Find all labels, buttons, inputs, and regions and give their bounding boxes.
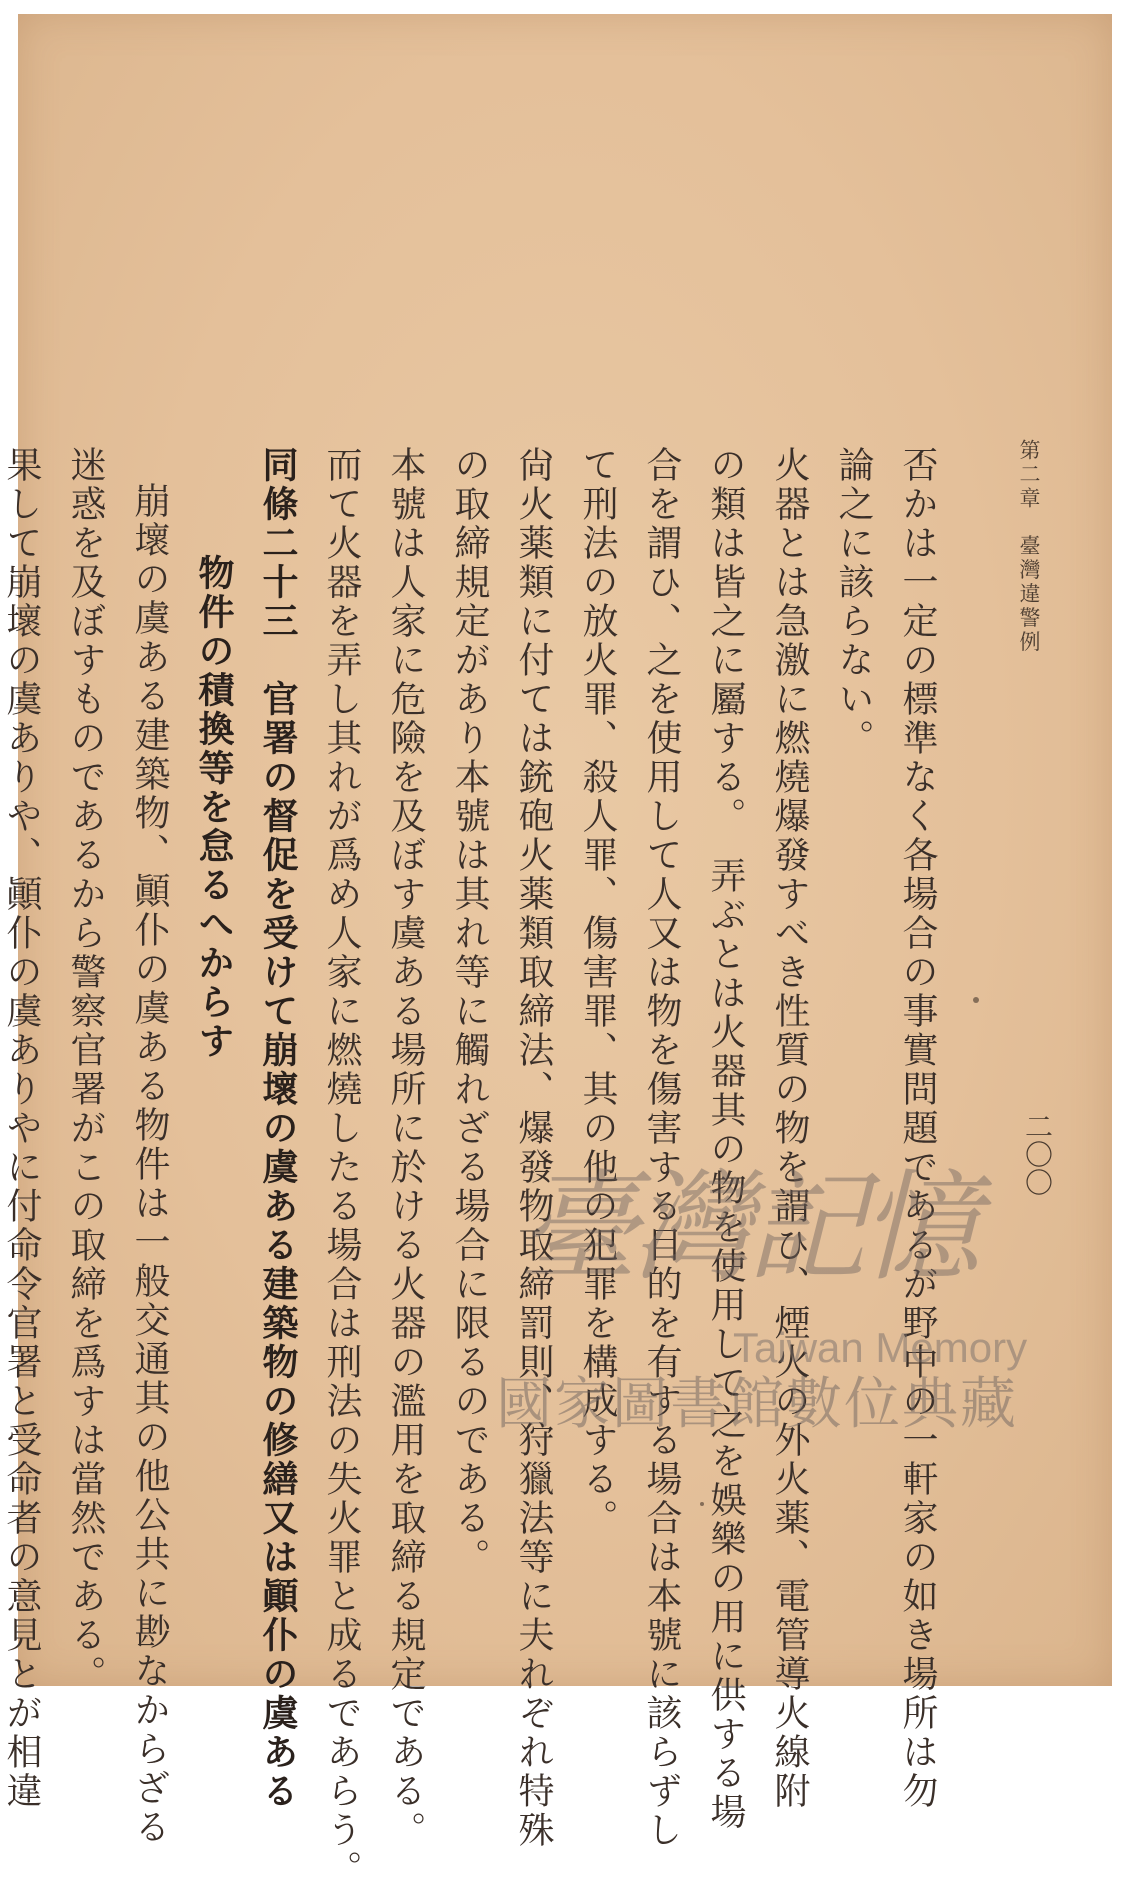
text-column: 尙火薬類に付ては銃砲火薬類取締法、爆發物取締罰則、狩獵法等に夫れぞれ特殊 xyxy=(513,446,554,1850)
watermark-logo: 臺灣記憶 xyxy=(518,1159,974,1298)
watermark-english: Taiwan Memory xyxy=(733,1324,1028,1371)
scanned-page xyxy=(1,14,1112,1889)
book-title: 臺灣違警例 xyxy=(1017,534,1041,655)
text-column: 果して崩壞の虞ありや、顚仆の虞ありやに付命令官署と受命者の意見とが相違 xyxy=(1,446,42,1811)
paper-speck xyxy=(973,997,979,1003)
article-heading-continued: 物件の積換等を怠るへからす xyxy=(193,554,234,1061)
text-column: の取締規定があり本號は其れ等に觸れざる場合に限るのである。 xyxy=(449,446,490,1577)
text-column: の類は皆之に屬する。 弄ぶとは火器其の物を使用して之を娛樂の用に供する場 xyxy=(705,446,746,1832)
running-header xyxy=(1018,439,1039,655)
text-column: 火器とは急激に燃燒爆發すべき性質の物を謂ひ、煙火の外火薬、電管導火線附 xyxy=(769,446,810,1811)
paper-speck xyxy=(700,1502,704,1506)
text-column: て刑法の放火罪、殺人罪、傷害罪、其の他の犯罪を構成する。 xyxy=(577,446,618,1538)
text-column: 而て火器を弄し其れが爲め人家に燃燒したる場合は刑法の失火罪と成るであらう。 xyxy=(321,446,362,1889)
text-column: 本號は人家に危險を及ぼす虞ある場所に於ける火器の濫用を取締る規定である。 xyxy=(385,446,426,1850)
text-column: 迷惑を及ぼすものであるから警察官署がこの取締を爲すは當然である。 xyxy=(65,446,106,1694)
watermark-institution: 國家圖書館數位典藏 xyxy=(496,1372,1018,1437)
text-column: 否かは一定の標準なく各場合の事實問題であるが野中の一軒家の如き場所は勿 xyxy=(897,446,938,1811)
body-text xyxy=(0,446,949,1889)
chapter-label: 第二章 xyxy=(1017,439,1041,511)
page-number: 二〇〇 xyxy=(1021,1112,1054,1196)
article-heading: 同條二十三 官署の督促を受けて崩壞の虞ある建築物の修繕又は顚仆の虞ある xyxy=(257,446,298,1811)
text-column: 論之に該らない。 xyxy=(833,446,874,758)
text-column: 合を謂ひ、之を使用して人又は物を傷害する目的を有する場合は本號に該らずし xyxy=(641,446,682,1850)
text-column: 崩壞の虞ある建築物、顚仆の虞ある物件は一般交通其の他公共に尠なからざる xyxy=(129,482,170,1847)
